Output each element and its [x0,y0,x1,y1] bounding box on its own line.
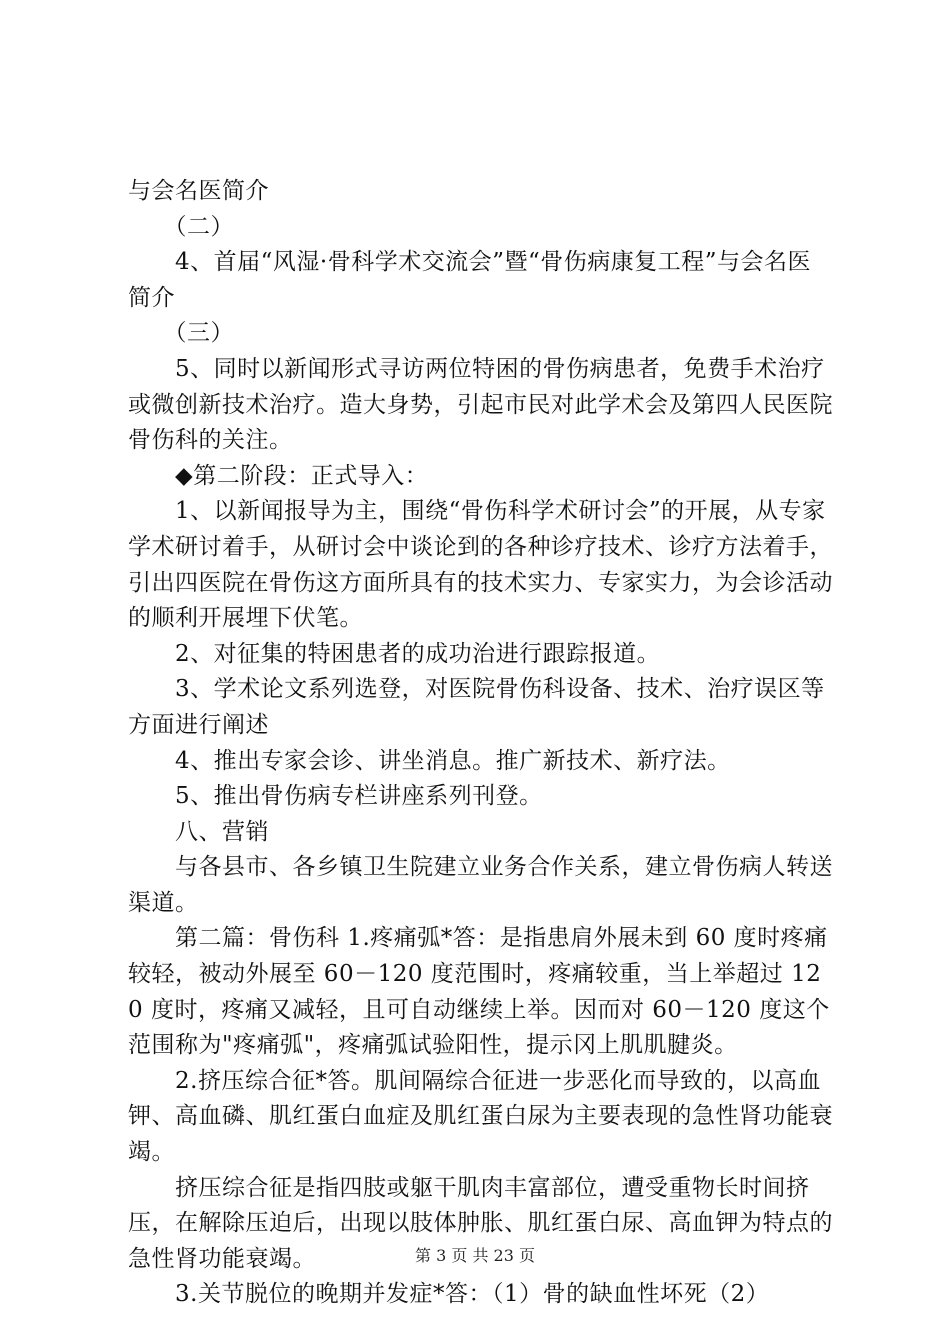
section-heading: ◆第二阶段：正式导入： [128,462,429,489]
page-number: 第 3 页 共 23 页 [415,1246,535,1265]
paragraph: 第二篇：骨伤科 1.疼痛弧*答：是指患肩外展未到 60 度时疼痛较轻，被动外展至 60－120 度范围时，疼痛较重，当上举超过 120 度时，疼痛又减轻，且可自动继续上举。因而对 60－120 度这个范围称为"疼痛弧"，疼痛弧试验阳性，提示冈上肌肌腱炎。 [128,925,830,1059]
paragraph: 挤压综合征是指四肢或躯干肌肉丰富部位，遭受重物长时间挤压，在解除压迫后，出现以肢体肿胀、肌红蛋白尿、高血钾为特点的急性肾功能衰竭。 [128,1174,833,1272]
paragraph: 1、以新闻报导为主，围绕“骨伤科学术研讨会”的开展，从专家学术研讨着手，从研讨会中谈论到的各种诊疗技术、诊疗方法着手，引出四医院在骨伤这方面所具有的技术实力、专家实力，为会诊活动的顺利开展埋下伏笔。 [128,498,833,632]
paragraph: 2、对征集的特困患者的成功治进行跟踪报道。 [128,640,661,667]
paragraph: 3、学术论文系列选登，对医院骨伤科设备、技术、治疗误区等方面进行阐述 [128,676,825,738]
paragraph: 与会名医简介 [128,178,269,204]
page-footer [0,1246,950,1266]
paragraph: 5、同时以新闻形式寻访两位特困的骨伤病患者，免费手术治疗或微创新技术治疗。造大身势，引起市民对此学术会及第四人民医院骨伤科的关注。 [128,355,833,454]
paragraph: 5、推出骨伤病专栏讲座系列刊登。 [128,783,543,810]
section-heading: 八、营销 [128,818,269,845]
paragraph: 4、首届“风湿·骨科学术交流会”暨“骨伤病康复工程”与会名医简介 [128,249,811,311]
paragraph: 4、推出专家会诊、讲坐消息。推广新技术、新疗法。 [128,747,731,774]
paragraph: 2.挤压综合征*答。肌间隔综合征进一步恶化而导致的，以高血钾、高血磷、肌红蛋白血症及肌红蛋白尿为主要表现的急性肾功能衰竭。 [128,1067,833,1166]
paragraph: （三） [128,320,234,347]
document-body [128,174,833,1313]
paragraph: （二） [128,213,234,240]
paragraph: 与各县市、各乡镇卫生院建立业务合作关系，建立骨伤病人转送渠道。 [128,854,833,916]
paragraph: 3.关节脱位的晚期并发症*答：（1）骨的缺血性坏死（2） [128,1281,770,1308]
